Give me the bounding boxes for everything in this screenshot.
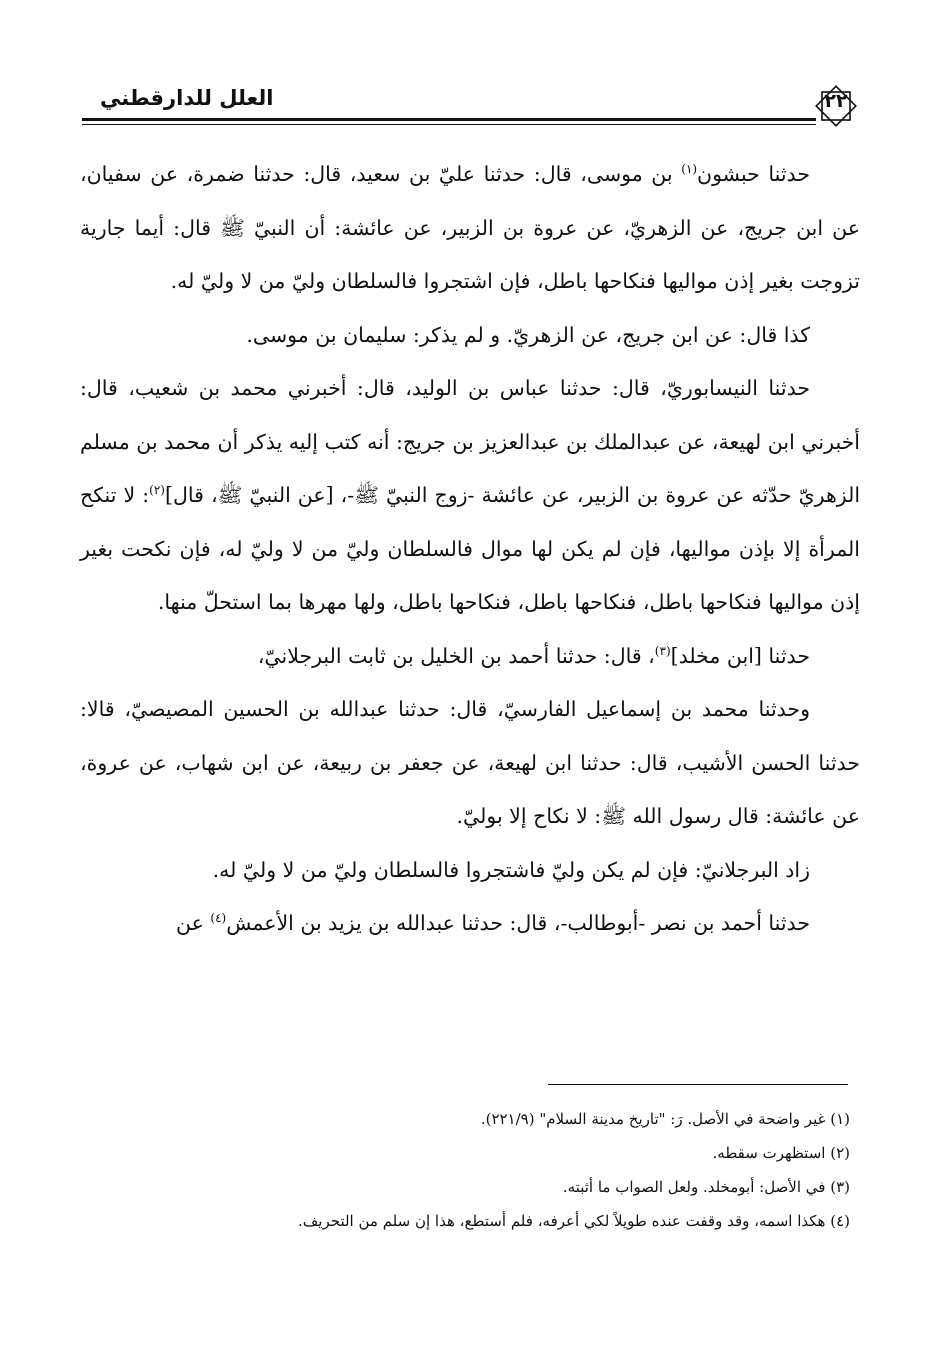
- paragraph-1: حدثنا حبشون$^{(١)}$ بن موسى، قال: حدثنا عليّ بن سعيد، قال: حدثنا ضمرة، عن سفيان، عن ابن جريج، عن الزهريّ، عن عروة بن الزبير، عن عائشة: أن النبيّ ﷺ قال: أيما جارية تزوجت بغير إذن مواليها فنكاحها باطل، فإن اشتجروا فالسلطان وليّ من لا وليّ له.: [80, 162, 860, 293]
- header-double-rule: [82, 118, 816, 125]
- footnote-2: (٢) استظهرت سقطه.: [712, 1144, 850, 1162]
- running-header-title: العلل للدارقطني: [100, 86, 274, 110]
- paragraph-7: حدثنا أحمد بن نصر -أبوطالب-، قال: حدثنا عبدالله بن يزيد بن الأعمش$^{(٤)}$ عن: [176, 911, 810, 935]
- paragraph-6: زاد البرجلانيّ: فإن لم يكن وليّ فاشتجروا فالسلطان وليّ من لا وليّ له.: [212, 857, 810, 882]
- footnote-separator: [548, 1084, 848, 1085]
- footnote-ref-1: (١): [681, 162, 698, 177]
- footnote-4: (٤) هكذا اسمه، وقد وقفت عنده طويلاً لكي أعرفه، فلم أستطع، هذا إن سلم من التحريف.: [298, 1212, 850, 1230]
- footnote-3: (٣) في الأصل: أبومخلد. ولعل الصواب ما أثبته.: [562, 1178, 850, 1196]
- page-number: ٢٢: [824, 90, 848, 112]
- footnotes: [200, 1102, 850, 1238]
- paragraph-4: حدثنا [ابن مخلد]$^{(٣)}$، قال: حدثنا أحمد بن الخليل بن ثابت البرجلانيّ،: [257, 643, 810, 668]
- footnote-ref-2: (٢): [149, 483, 165, 498]
- footnote-ref-3: (٣): [654, 643, 671, 658]
- footnote-ref-4: (٤): [210, 911, 227, 926]
- paragraph-3: حدثنا النيسابوريّ، قال: حدثنا عباس بن الوليد، قال: أخبرني محمد بن شعيب، قال: أخبرني ابن لهيعة، عن عبدالملك بن عبدالعزيز بن جريج: أنه كتب إليه يذكر أن محمد بن مسلم الزهريّ حدّثه عن عروة بن الزبير، عن عائشة -زوج النبيّ ﷺ-، [عن النبيّ ﷺ، قال]$^{(٢)}$: لا تنكح المرأة إلا بإذن مواليها، فإن لم يكن لها موال فالسلطان وليّ من لا وليّ له، فإن نكحت بغير إذن مواليها فنكاحها باطل، فنكاحها باطل، فنكاحها باطل، ولها مهرها بما استحلّ منها.: [80, 376, 861, 614]
- main-text: [80, 148, 860, 951]
- footnote-1: (١) غير واضحة في الأصل. رَ: "تاريخ مدينة السلام" (٢٢١/٩).: [480, 1110, 850, 1128]
- paragraph-2: كذا قال: عن ابن جريج، عن الزهريّ. و لم يذكر: سليمان بن موسى.: [246, 322, 810, 347]
- paragraph-5: وحدثنا محمد بن إسماعيل الفارسيّ، قال: حدثنا عبدالله بن الحسين المصيصيّ، قالا: حدثنا الحسن الأشيب، قال: حدثنا ابن لهيعة، عن جعفر بن ربيعة، عن ابن شهاب، عن عروة، عن عائشة: قال رسول الله ﷺ: لا نكاح إلا بوليّ.: [80, 697, 860, 828]
